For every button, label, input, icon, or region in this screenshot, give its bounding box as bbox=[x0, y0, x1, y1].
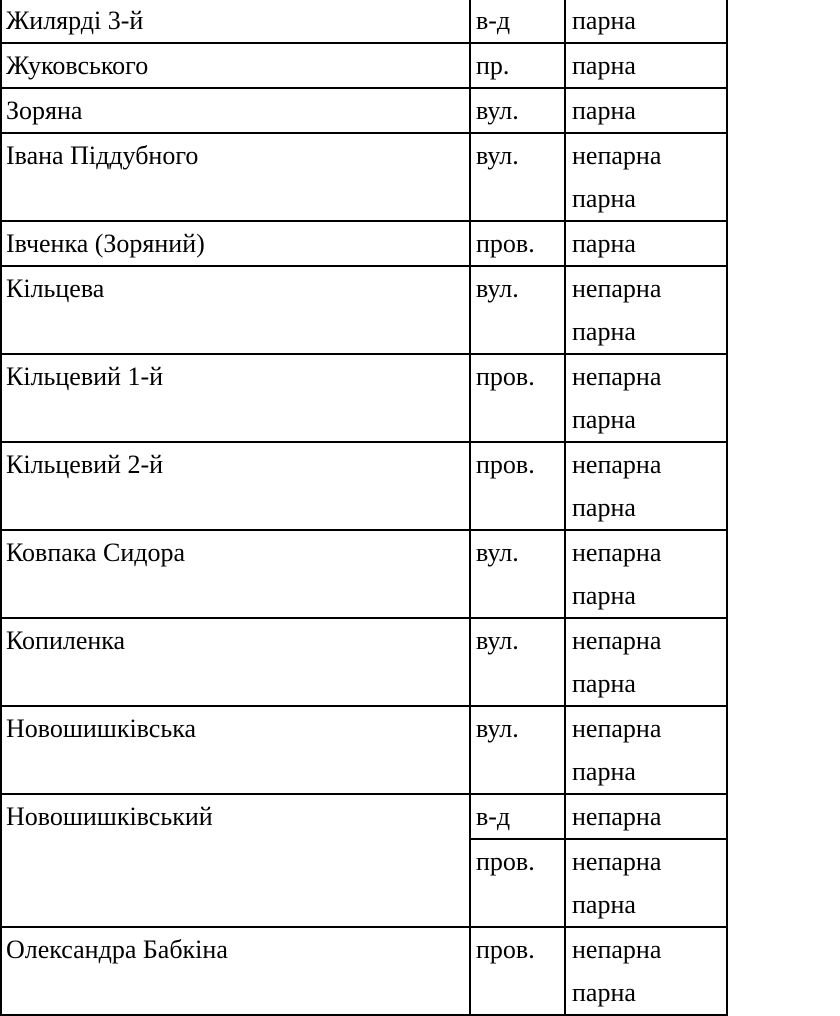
table-row bbox=[1, 43, 727, 88]
parity-value: парна bbox=[572, 890, 636, 919]
street-type-cell: в-д bbox=[470, 0, 565, 43]
street-type-cell: вул. bbox=[470, 266, 565, 354]
table-row bbox=[1, 354, 727, 442]
parity-value: непарна bbox=[572, 274, 662, 303]
street-name-cell: Кільцевий 1-й bbox=[1, 354, 470, 442]
table-row bbox=[1, 266, 727, 354]
parity-value: непарна bbox=[572, 362, 662, 391]
parity-value: парна bbox=[572, 317, 636, 346]
street-name-cell: Кільцева bbox=[1, 266, 470, 354]
parity-value: парна bbox=[572, 978, 636, 1007]
parity-cell bbox=[565, 221, 727, 266]
street-name-cell: Олександра Бабкіна bbox=[1, 927, 470, 1015]
street-name-cell: Жуковського bbox=[1, 43, 470, 88]
street-type-cell: пров. bbox=[470, 221, 565, 266]
table-row bbox=[1, 927, 727, 1015]
parity-cell bbox=[565, 442, 727, 530]
table-row bbox=[1, 88, 727, 133]
parity-value: парна bbox=[572, 581, 636, 610]
parity-cell bbox=[565, 133, 727, 221]
street-name-cell: Зоряна bbox=[1, 88, 470, 133]
street-type-cell: пр. bbox=[470, 43, 565, 88]
table-row bbox=[1, 706, 727, 794]
street-type-cell: пров. bbox=[470, 839, 565, 927]
table-row bbox=[1, 618, 727, 706]
parity-value: непарна bbox=[572, 935, 662, 964]
parity-value: парна bbox=[572, 757, 636, 786]
table-row bbox=[1, 133, 727, 221]
street-type-cell: вул. bbox=[470, 530, 565, 618]
table-row bbox=[1, 794, 727, 839]
parity-value: парна bbox=[572, 96, 636, 125]
parity-cell bbox=[565, 0, 727, 43]
parity-cell bbox=[565, 618, 727, 706]
parity-value: парна bbox=[572, 405, 636, 434]
parity-cell bbox=[565, 706, 727, 794]
parity-cell bbox=[565, 927, 727, 1015]
street-name-cell: Івченка (Зоряний) bbox=[1, 221, 470, 266]
street-type-cell: пров. bbox=[470, 442, 565, 530]
parity-value: парна bbox=[572, 51, 636, 80]
street-type-cell: вул. bbox=[470, 618, 565, 706]
parity-value: парна bbox=[572, 229, 636, 258]
street-type-cell: пров. bbox=[470, 354, 565, 442]
parity-value: непарна bbox=[572, 714, 662, 743]
parity-cell bbox=[565, 354, 727, 442]
street-name-cell: Копиленка bbox=[1, 618, 470, 706]
street-type-cell: вул. bbox=[470, 133, 565, 221]
parity-value: парна bbox=[572, 493, 636, 522]
parity-value: непарна bbox=[572, 847, 662, 876]
street-name-cell: Ковпака Сидора bbox=[1, 530, 470, 618]
street-name-cell: Івана Піддубного bbox=[1, 133, 470, 221]
street-name-cell: Кільцевий 2-й bbox=[1, 442, 470, 530]
parity-value: непарна bbox=[572, 626, 662, 655]
parity-value: непарна bbox=[572, 802, 662, 831]
street-name-cell: Жилярді 3-й bbox=[1, 0, 470, 43]
street-name-cell: Новошишківська bbox=[1, 706, 470, 794]
streets-table-body bbox=[1, 0, 727, 1015]
street-type-cell: вул. bbox=[470, 88, 565, 133]
parity-cell bbox=[565, 530, 727, 618]
table-row bbox=[1, 530, 727, 618]
street-type-cell: пров. bbox=[470, 927, 565, 1015]
table-row bbox=[1, 0, 727, 43]
table-row bbox=[1, 221, 727, 266]
parity-value: парна bbox=[572, 184, 636, 213]
street-type-cell: в-д bbox=[470, 794, 565, 839]
parity-value: непарна bbox=[572, 538, 662, 567]
parity-cell bbox=[565, 266, 727, 354]
parity-value: парна bbox=[572, 669, 636, 698]
table-row bbox=[1, 442, 727, 530]
parity-cell bbox=[565, 839, 727, 927]
street-name-cell: Новошишківський bbox=[1, 794, 470, 927]
parity-cell bbox=[565, 794, 727, 839]
parity-cell bbox=[565, 43, 727, 88]
parity-value: парна bbox=[572, 6, 636, 35]
parity-value: непарна bbox=[572, 141, 662, 170]
street-type-cell: вул. bbox=[470, 706, 565, 794]
parity-value: непарна bbox=[572, 450, 662, 479]
parity-cell bbox=[565, 88, 727, 133]
